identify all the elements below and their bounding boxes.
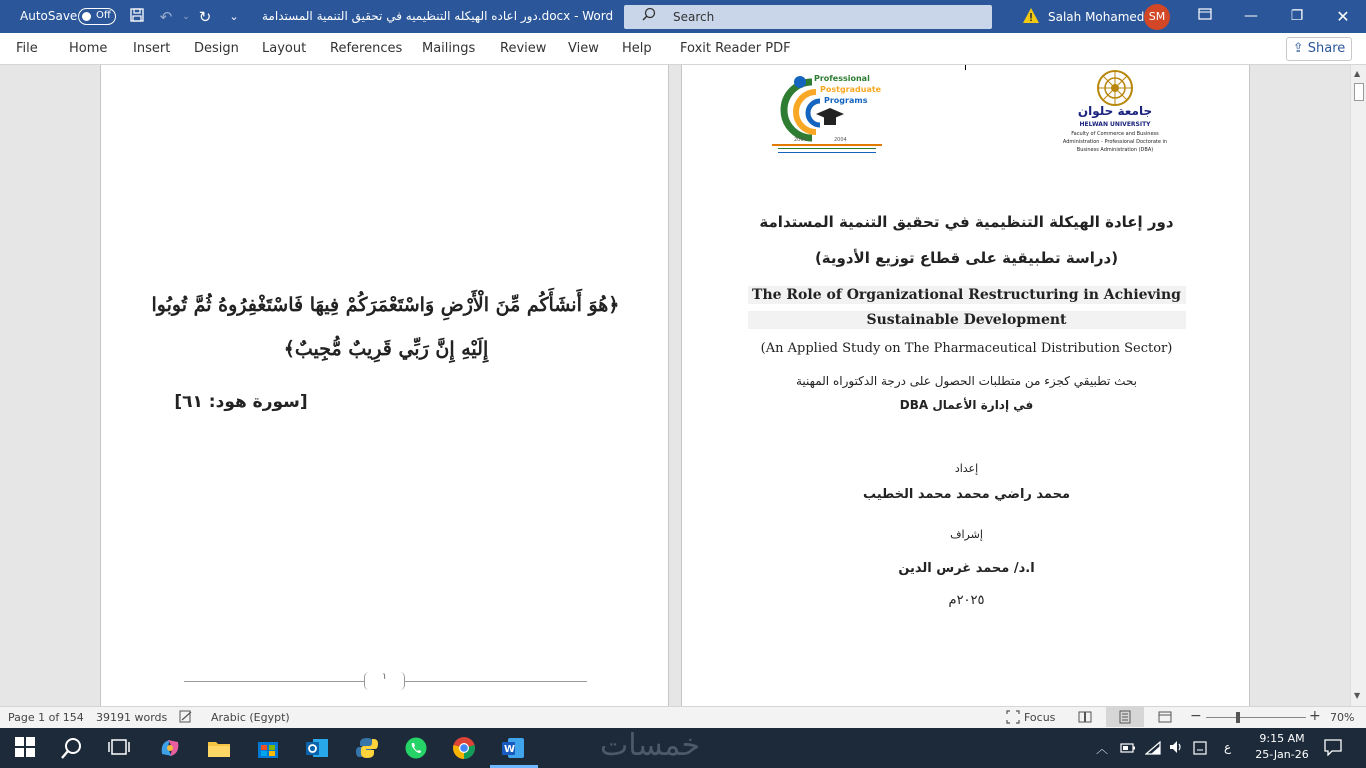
tab-layout[interactable]: Layout xyxy=(262,41,307,56)
tab-insert[interactable]: Insert xyxy=(133,41,171,56)
helwan-english-name: HELWAN UNIVERSITY xyxy=(1079,121,1151,128)
web-layout-icon[interactable] xyxy=(1158,710,1172,727)
vertical-scrollbar[interactable] xyxy=(1350,65,1366,706)
page-right[interactable] xyxy=(681,65,1250,706)
search-icon xyxy=(642,7,656,25)
tab-references[interactable]: References xyxy=(330,41,403,56)
helwan-caption-line-1: Faculty of Commerce and Business xyxy=(1071,131,1159,137)
word-count[interactable]: 39191 words xyxy=(96,711,168,724)
zoom-out-icon[interactable]: − xyxy=(1190,708,1202,724)
document-year: ٢٠٢٥م xyxy=(948,593,985,608)
share-icon: ⇪ xyxy=(1292,41,1304,56)
footer-rule-right xyxy=(405,681,587,682)
share-label: Share xyxy=(1307,41,1346,56)
svg-text:W: W xyxy=(504,744,516,755)
microsoft-store-icon[interactable] xyxy=(256,736,280,760)
chrome-icon[interactable] xyxy=(452,736,476,760)
word-taskbar-icon[interactable] xyxy=(501,736,525,760)
input-language[interactable]: ع xyxy=(1224,740,1232,754)
text-cursor xyxy=(965,65,966,70)
minimize-icon[interactable]: — xyxy=(1244,8,1258,24)
undo-dropdown-icon[interactable]: ⌄ xyxy=(182,12,190,22)
helwan-caption-line-2: Administration - Professional Doctorate in xyxy=(1062,139,1168,145)
ppp-logo-line-1: Professional xyxy=(814,74,870,83)
clock[interactable] xyxy=(1250,731,1314,763)
share-button[interactable] xyxy=(1286,37,1352,61)
copilot-icon[interactable] xyxy=(158,736,182,760)
svg-text:2004: 2004 xyxy=(794,137,807,142)
language-indicator[interactable]: Arabic (Egypt) xyxy=(211,711,290,724)
avatar[interactable]: SM xyxy=(1144,4,1170,30)
title-bar xyxy=(0,0,1366,33)
wifi-icon[interactable] xyxy=(1145,740,1161,759)
helwan-emblem-graphic xyxy=(1052,68,1178,108)
footer-rule-left xyxy=(184,681,364,682)
zoom-slider-thumb[interactable] xyxy=(1236,712,1240,723)
purpose-line-2: في إدارة الأعمال DBA xyxy=(899,398,1034,412)
page-number: ١ xyxy=(364,672,405,690)
scroll-up-icon[interactable]: ▲ xyxy=(1354,69,1361,78)
user-name[interactable]: Salah Mohamed xyxy=(1048,10,1145,24)
watermark: خمسات xyxy=(600,728,701,763)
document-title: دور اعاده الهيكله التنظيميه في تحقيق التنمية المستدامة.docx - Word xyxy=(262,9,614,23)
helwan-university-logo xyxy=(1052,68,1178,164)
notifications-icon[interactable] xyxy=(1323,738,1343,760)
clock-date: 25-Jan-26 xyxy=(1255,748,1309,761)
show-hidden-icons[interactable]: ︿ xyxy=(1096,742,1109,756)
tab-design[interactable]: Design xyxy=(194,41,239,56)
title-english-line-1: The Role of Organizational Restructuring in Achieving xyxy=(752,287,1181,303)
print-layout-icon[interactable] xyxy=(1118,710,1132,727)
tab-view[interactable]: View xyxy=(568,41,599,56)
verse-line-1: ﴿هُوَ أَنشَأَكُم مِّنَ الْأَرْضِ وَاسْتَعْمَرَكُمْ فِيهَا فَاسْتَغْفِرُوهُ ثُمَّ تُوبُوا xyxy=(151,294,620,316)
document-area[interactable] xyxy=(0,65,1350,706)
purpose-line-1: بحث تطبيقي كجزء من متطلبات الحصول على درجة الدكتوراه المهنية xyxy=(796,374,1137,388)
focus-label[interactable]: Focus xyxy=(1024,711,1056,724)
battery-icon[interactable] xyxy=(1120,740,1136,759)
warning-icon[interactable] xyxy=(1022,7,1040,25)
title-arabic: دور إعادة الهيكلة التنظيمية في تحقيق التنمية المستدامة xyxy=(759,213,1174,231)
search-placeholder: Search xyxy=(673,10,715,24)
save-icon[interactable] xyxy=(127,7,147,27)
read-mode-icon[interactable] xyxy=(1078,710,1092,727)
whatsapp-icon[interactable] xyxy=(404,736,428,760)
file-explorer-icon[interactable] xyxy=(207,736,231,760)
focus-icon[interactable] xyxy=(1006,710,1020,727)
clock-time: 9:15 AM xyxy=(1259,732,1305,745)
search-box[interactable] xyxy=(624,5,992,29)
helwan-caption xyxy=(1052,130,1178,154)
prepared-by-label: إعداد xyxy=(954,462,979,475)
tab-foxit-reader-pdf[interactable]: Foxit Reader PDF xyxy=(680,41,791,56)
outlook-icon[interactable] xyxy=(305,736,329,760)
scroll-thumb[interactable] xyxy=(1354,83,1364,101)
ppp-logo-line-2: Postgraduate xyxy=(820,85,882,94)
redo-icon[interactable]: ↻ xyxy=(198,8,212,26)
restore-icon[interactable]: ❐ xyxy=(1290,8,1304,24)
ribbon-display-icon[interactable] xyxy=(1182,0,1228,33)
title-english-line-2: Sustainable Development xyxy=(866,312,1067,328)
scroll-down-icon[interactable]: ▼ xyxy=(1354,691,1361,700)
status-bar xyxy=(0,706,1366,728)
ppp-logo-caption-line xyxy=(778,148,876,149)
proofing-icon[interactable] xyxy=(179,710,193,727)
autosave-toggle[interactable] xyxy=(78,8,116,25)
helwan-caption-line-3: Business Administration (DBA) xyxy=(1076,147,1154,153)
subtitle-arabic: (دراسة تطبيقية على قطاع توزيع الأدوية) xyxy=(814,249,1119,267)
customize-toolbar-icon[interactable]: ⌄ xyxy=(229,10,239,23)
tab-review[interactable]: Review xyxy=(500,41,547,56)
volume-icon[interactable] xyxy=(1168,739,1184,759)
svg-text:2004: 2004 xyxy=(834,137,847,142)
search-taskbar-icon[interactable] xyxy=(60,736,84,760)
keyboard-icon[interactable] xyxy=(1193,740,1207,759)
zoom-in-icon[interactable]: + xyxy=(1309,708,1321,724)
toggle-knob xyxy=(82,12,91,21)
task-view-icon[interactable] xyxy=(108,736,132,760)
tab-home[interactable]: Home xyxy=(69,41,108,56)
ppp-logo-stripe xyxy=(772,144,882,146)
helwan-arabic-name: جامعة حلوان xyxy=(1077,104,1153,118)
taskbar xyxy=(0,728,1366,768)
supervisor-name: ا.د/ محمد غرس الدين xyxy=(898,561,1035,576)
python-icon[interactable] xyxy=(355,736,379,760)
page-left[interactable] xyxy=(100,65,669,706)
ribbon-tabs xyxy=(0,33,1366,65)
ppp-logo xyxy=(772,74,882,164)
verse-line-2: إِلَيْهِ إِنَّ رَبِّي قَرِيبٌ مُّجِيبٌ﴾ xyxy=(283,338,489,360)
autosave-label: AutoSave xyxy=(20,9,78,23)
supervision-label: إشراف xyxy=(950,528,983,541)
close-icon[interactable]: ✕ xyxy=(1336,7,1350,26)
zoom-level[interactable]: 70% xyxy=(1330,711,1355,724)
verse-reference: [سورة هود: ٦١] xyxy=(174,392,308,412)
ppp-logo-caption-line-2 xyxy=(778,152,876,153)
tab-mailings[interactable]: Mailings xyxy=(422,41,476,56)
page-info[interactable]: Page 1 of 154 xyxy=(8,711,84,724)
autosave-state: Off xyxy=(96,10,111,21)
tab-file[interactable]: File xyxy=(16,41,38,56)
ppp-logo-line-3: Programs xyxy=(824,96,868,105)
windows-start-icon[interactable] xyxy=(14,736,38,760)
undo-icon[interactable]: ↶ xyxy=(159,8,173,26)
tab-help[interactable]: Help xyxy=(622,41,652,56)
author-name: محمد راضي محمد محمد الخطيب xyxy=(862,487,1071,502)
subtitle-english: (An Applied Study on The Pharmaceutical Distribution Sector) xyxy=(760,341,1173,356)
zoom-slider-track[interactable] xyxy=(1206,717,1306,718)
